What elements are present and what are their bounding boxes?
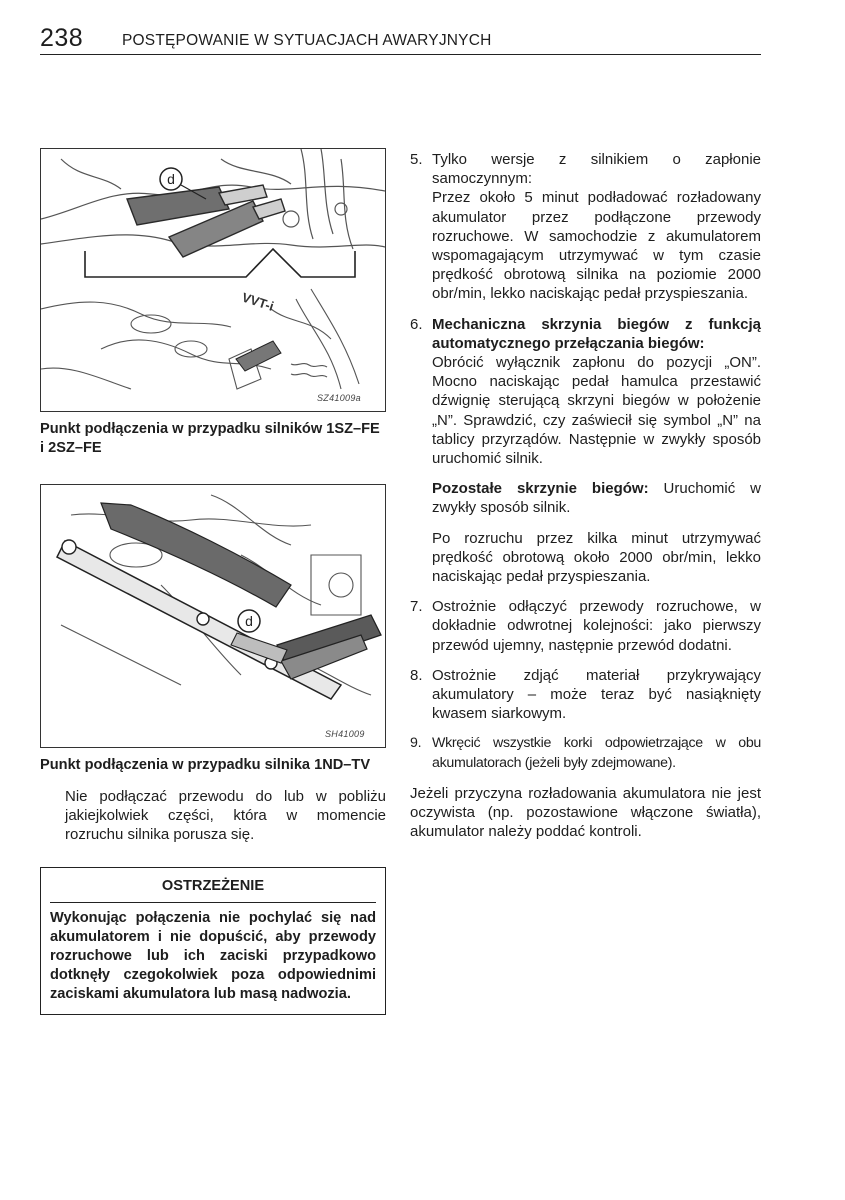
- figure-engine-1nd: [40, 484, 386, 748]
- step-6-after-start: Po rozruchu przez kilka minut utrzymywać prędkość obrotową około 2000 obr/min, lekko naciskając pedał przyspieszania.: [432, 529, 761, 586]
- step-6-other-gearboxes: [432, 479, 761, 517]
- engine-1sz-illustration: [41, 149, 385, 411]
- other-gearboxes-heading: Pozostałe skrzynie biegów:: [432, 480, 649, 498]
- vvt-i-mark: VVT-i: [240, 289, 276, 314]
- figure-engine-1sz: [40, 148, 386, 412]
- left-column: [40, 148, 386, 1015]
- step-8: [410, 666, 761, 724]
- callout-d-bottom: [238, 610, 260, 632]
- callout-letter: d: [167, 171, 175, 187]
- warning-box: [40, 867, 386, 1015]
- step-6-body: Obrócić wyłącznik zapłonu do pozycji „ON”. Mocno naciskając pedał hamulca przestawić dźwignię sterującą skrzyni biegów w położenie „N”. Sprawdzić, czy zaświecił się symbol „N” na tablicy przyrządów. Następnie w zwykły sposób uruchomić silnik.: [432, 354, 761, 468]
- step-9-text: Wkręcić wszystkie korki odpowietrzające w obu akumulatorach (jeżeli były zdejmowane).: [432, 735, 761, 771]
- step-6-heading: Mechaniczna skrzynia biegów z funkcją automatycznego przełączania biegów:: [432, 315, 761, 352]
- figure-1-caption: Punkt podłączenia w przypadku silników 1SZ–FE i 2SZ–FE: [40, 421, 380, 456]
- step-number: 8.: [410, 666, 423, 684]
- step-8-text: Ostrożnie zdjąć materiał przykrywający akumulatory – może teraz być nasiąknięty kwasem siarkowym.: [432, 666, 761, 723]
- chapter-title: POSTĘPOWANIE W SYTUACJACH AWARYJNYCH: [122, 32, 492, 49]
- step-5-lead: Tylko wersje z silnikiem o zapłonie samoczynnym:: [432, 151, 761, 188]
- final-note: Jeżeli przyczyna rozładowania akumulatora nie jest oczywista (np. pozostawione włączone światła), akumulator należy poddać kontroli.: [410, 784, 761, 841]
- page-number: 238: [40, 24, 84, 52]
- step-6: [410, 315, 761, 469]
- engine-1nd-illustration: [41, 485, 385, 747]
- other-gearboxes-text: Uruchomić w zwykły sposób silnik.: [432, 480, 761, 517]
- callout-letter: d: [245, 613, 253, 629]
- step-number: 7.: [410, 598, 423, 616]
- step-number: 6.: [410, 315, 423, 333]
- step-number: 5.: [410, 151, 423, 168]
- step-9: [410, 734, 761, 772]
- figure-2-caption: Punkt podłączenia w przypadku silnika 1ND–TV: [40, 757, 371, 773]
- right-column: [410, 150, 761, 842]
- connection-note: Nie podłączać przewodu do lub w pobliżu jakiejkolwiek części, która w momencie rozruchu silnika porusza się.: [65, 788, 386, 844]
- step-number: 9.: [410, 735, 422, 752]
- step-5-body: Przez około 5 minut podładować rozładowany akumulator przez podłączone przewody rozruchowe. W samochodzie z akumulatorem wspomagającym utrzymywać w tym czasie prędkość obrotową silnika na poziomie 2000 obr/min, lekko naciskając pedał przyspieszania.: [432, 189, 761, 303]
- step-7: [410, 597, 761, 655]
- figure-code: SZ41009a: [317, 393, 361, 403]
- step-5: [410, 150, 761, 188]
- figure-code: SH41009: [325, 729, 365, 739]
- step-7-text: Ostrożnie odłączyć przewody rozruchowe, w dokładnie odwrotnej kolejności: jako pierwszy przewód ujemny, następnie przewód dodatni.: [432, 598, 761, 654]
- warning-title: OSTRZEŻENIE: [50, 876, 376, 903]
- warning-text: Wykonując połączenia nie pochylać się nad akumulatorem i nie dopuścić, aby przewody rozruchowe lub ich zaciski przypadkowo dotknęły czegokolwiek poza odpowiednimi zaciskami akumulatora lub masą nadwozia.: [50, 909, 376, 1003]
- page-header: [40, 22, 761, 55]
